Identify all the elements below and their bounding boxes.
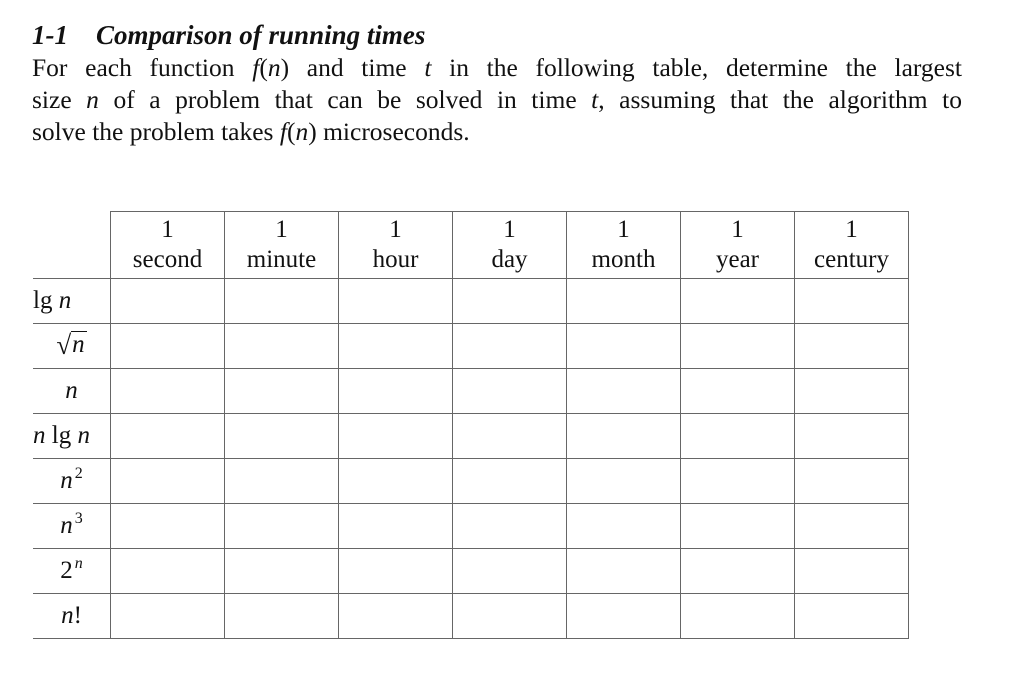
- body-text-run: and time: [289, 53, 425, 82]
- table-cell: [225, 504, 339, 549]
- column-header-unit: month: [591, 246, 656, 273]
- math-n: n: [86, 85, 99, 114]
- running-times-table: [33, 211, 909, 639]
- problem-number: 1-1: [32, 20, 68, 50]
- table-cell: [795, 279, 909, 324]
- column-header-day: [453, 212, 567, 279]
- row-header-lg-n: [33, 279, 111, 324]
- function-two-to-n: 2 $^n$: [60, 555, 83, 584]
- table-cell: [225, 324, 339, 369]
- table-cell: [795, 549, 909, 594]
- table-cell: [453, 324, 567, 369]
- table-cell: [681, 414, 795, 459]
- table-row: [33, 549, 909, 594]
- table-cell: [795, 414, 909, 459]
- table-row: [33, 324, 909, 369]
- column-header-century: [795, 212, 909, 279]
- column-header-month: [567, 212, 681, 279]
- table-row: [33, 504, 909, 549]
- math-t: t: [591, 85, 599, 114]
- function-n-factorial: n!: [61, 602, 82, 629]
- table-cell: [225, 414, 339, 459]
- function-sqrt-n: √ n: [56, 329, 85, 360]
- table-cell: [339, 504, 453, 549]
- body-line-2: [32, 84, 962, 116]
- table-cell: [795, 594, 909, 639]
- table-cell: [111, 324, 225, 369]
- table-cell: [339, 594, 453, 639]
- column-header-second: [111, 212, 225, 279]
- column-header-unit: hour: [372, 246, 419, 273]
- table-row: [33, 414, 909, 459]
- table-cell: [453, 414, 567, 459]
- table-cell: [567, 279, 681, 324]
- table-cell: [339, 459, 453, 504]
- table-cell: [681, 549, 795, 594]
- table-cell: [795, 459, 909, 504]
- table-cell: [681, 504, 795, 549]
- table-cell: [567, 414, 681, 459]
- table-cell: [567, 549, 681, 594]
- table-cell: [681, 324, 795, 369]
- table-cell: [339, 414, 453, 459]
- table-cell: [111, 594, 225, 639]
- table-cell: [225, 549, 339, 594]
- problem-statement: [32, 18, 962, 148]
- column-header-number: 1: [389, 216, 402, 243]
- table-cell: [339, 369, 453, 414]
- table-cell: [225, 279, 339, 324]
- function-n-cubed: n $^3$: [60, 510, 83, 539]
- table-cell: [111, 414, 225, 459]
- column-header-year: [681, 212, 795, 279]
- table-cell: [681, 369, 795, 414]
- table-cell: [225, 369, 339, 414]
- table-cell: [225, 459, 339, 504]
- math-t: t: [424, 53, 432, 82]
- problem-title: Comparison of running times: [96, 20, 426, 50]
- table-cell: [567, 324, 681, 369]
- row-header-sqrt-n: [33, 324, 111, 369]
- table-row: [33, 279, 909, 324]
- body-text-run: microseconds.: [316, 117, 470, 146]
- table-cell: [681, 279, 795, 324]
- function-n: n: [65, 377, 78, 404]
- row-header-two-to-n: [33, 549, 111, 594]
- table-row: [33, 594, 909, 639]
- table-cell: [339, 324, 453, 369]
- row-header-n-lg-n: [33, 414, 111, 459]
- column-header-number: 1: [845, 216, 858, 243]
- function-lg-n: lg n: [33, 287, 72, 314]
- body-text-run: of a problem that can be solved in time: [98, 85, 592, 114]
- table-cell: [567, 594, 681, 639]
- table-cell: [225, 594, 339, 639]
- table-cell: [795, 324, 909, 369]
- table-row: [33, 369, 909, 414]
- column-header-number: 1: [503, 216, 516, 243]
- function-n-lg-n: n lg n: [33, 422, 90, 449]
- problem-body: [32, 52, 962, 148]
- table-cell: [453, 504, 567, 549]
- body-text-run: , assuming that the algorithm to: [598, 85, 962, 114]
- math-f-of-n: f(n): [279, 117, 317, 146]
- row-header-n: [33, 369, 111, 414]
- column-header-number: 1: [275, 216, 288, 243]
- body-line-1: [32, 52, 962, 84]
- table-cell: [681, 459, 795, 504]
- column-header-minute: [225, 212, 339, 279]
- table-cell: [453, 279, 567, 324]
- table-cell: [453, 369, 567, 414]
- table-cell: [453, 594, 567, 639]
- column-header-unit: year: [715, 246, 760, 273]
- column-header-number: 1: [731, 216, 744, 243]
- math-f-of-n: f(n): [252, 53, 290, 82]
- table-cell: [111, 549, 225, 594]
- row-header-n-cubed: [33, 504, 111, 549]
- body-text-run: For each function: [32, 53, 253, 82]
- table-cell: [111, 279, 225, 324]
- table-cell: [453, 459, 567, 504]
- column-header-unit: minute: [246, 246, 317, 273]
- table-cell: [339, 549, 453, 594]
- column-header-number: 1: [161, 216, 174, 243]
- table-cell: [567, 369, 681, 414]
- table-header-row: [33, 212, 909, 279]
- column-header-unit: day: [491, 246, 528, 273]
- table-cell: [795, 504, 909, 549]
- table-cell: [453, 549, 567, 594]
- table-cell: [111, 459, 225, 504]
- column-header-hour: [339, 212, 453, 279]
- column-header-unit: century: [814, 246, 889, 273]
- table-cell: [567, 459, 681, 504]
- body-line-3: [32, 116, 962, 148]
- table-cell: [567, 504, 681, 549]
- function-n-squared: n $^2$: [60, 465, 83, 494]
- table-cell: [681, 594, 795, 639]
- body-text-run: in the following table, determine the largest: [431, 53, 963, 82]
- table-cell: [111, 369, 225, 414]
- row-header-n-squared: [33, 459, 111, 504]
- body-text-run: solve the problem takes: [32, 117, 280, 146]
- body-text-run: size: [32, 85, 87, 114]
- column-header-unit: second: [132, 246, 203, 273]
- table-cell: [111, 504, 225, 549]
- table-cell: [339, 279, 453, 324]
- problem-heading: [32, 18, 962, 52]
- table-corner-cell: [33, 212, 111, 279]
- row-header-n-factorial: [33, 594, 111, 639]
- column-header-number: 1: [617, 216, 630, 243]
- table-row: [33, 459, 909, 504]
- table-cell: [795, 369, 909, 414]
